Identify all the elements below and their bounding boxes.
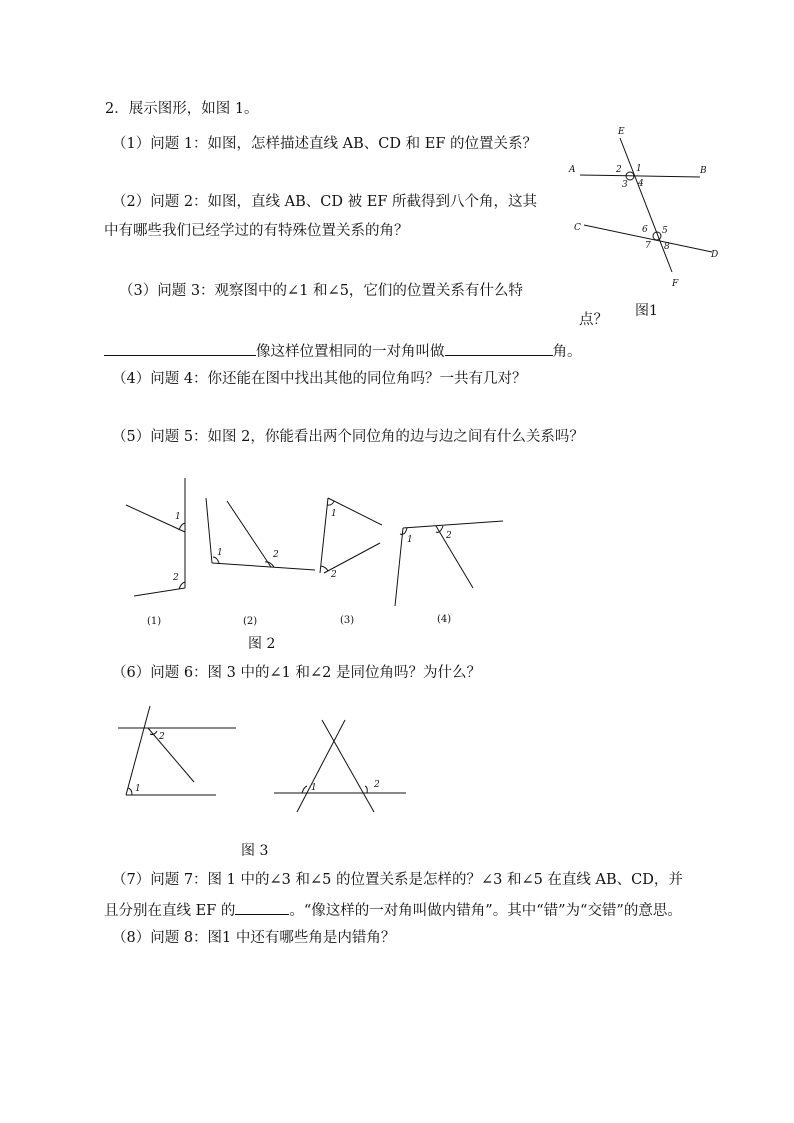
figure-2-sub-caption-4: (4) [437, 614, 452, 625]
figure-2 [118, 478, 518, 638]
question-2-line-2: 中有哪些我们已经学过的有特殊位置关系的角？ [104, 223, 409, 239]
line-ab [580, 175, 700, 177]
angle-8: 8 [664, 242, 670, 252]
question-7-line-1: （7）问题 7：图 1 中的∠3 和∠5 的位置关系是怎样的？∠3 和∠5 在直线 AB、CD，并 [112, 872, 683, 888]
question-7-line-2 [104, 900, 682, 920]
question-3-line-1: （3）问题 3：观察图中的∠1 和∠5，它们的位置关系有什么特 [119, 283, 523, 299]
figure-2-panel-4 [395, 521, 503, 606]
svg-text:1: 1 [135, 784, 141, 794]
question-8: （8）问题 8：图1 中还有哪些角是内错角？ [112, 930, 396, 946]
svg-text:2: 2 [331, 570, 337, 580]
question-3-tail: 点？ [579, 312, 608, 328]
figure-2-sub-caption-2: (2) [243, 616, 258, 627]
angle-6: 6 [642, 225, 648, 235]
label-e: E [618, 127, 625, 137]
angle-1: 1 [636, 164, 642, 174]
angle-4: 4 [638, 179, 644, 189]
svg-text:2: 2 [159, 732, 165, 742]
question-2-line-1: （2）问题 2：如图，直线 AB、CD 被 EF 所截得到八个角，这其 [112, 194, 537, 210]
answer-blank-1[interactable] [104, 341, 256, 356]
figure-3-caption: 图 3 [241, 843, 269, 859]
svg-text:2: 2 [446, 531, 452, 541]
figure-2-panel-1 [126, 478, 185, 596]
question-1: （1）问题 1：如图，怎样描述直线 AB、CD 和 EF 的位置关系？ [112, 136, 537, 152]
svg-text:2: 2 [374, 780, 380, 790]
question-6: （6）问题 6：图 3 中的∠1 和∠2 是同位角吗？为什么？ [112, 665, 481, 681]
question-4: （4）问题 4：你还能在图中找出其他的同位角吗？一共有几对？ [112, 371, 527, 387]
label-c: C [574, 223, 581, 233]
angle-7: 7 [645, 241, 651, 251]
question-5: （5）问题 5：如图 2，你能看出两个同位角的边与边之间有什么关系吗？ [112, 429, 584, 445]
answer-blank-2[interactable] [445, 341, 553, 356]
section-heading: 2．展示图形，如图 1。 [105, 101, 259, 117]
figure-2-sub-caption-1: (1) [147, 616, 162, 627]
figure-3-right [274, 720, 406, 812]
figure-2-sub-caption-3: (3) [340, 615, 355, 626]
svg-text:1: 1 [331, 509, 337, 519]
angle-3: 3 [622, 180, 628, 190]
svg-text:1: 1 [311, 783, 317, 793]
figure-2-panel-3 [320, 498, 382, 580]
question-7-line-2-b: 。“像这样的一对角叫做内错角”。其中“错”为“交错”的意思。 [289, 903, 682, 919]
question-3-fill-middle: 像这样位置相同的一对角叫做 [256, 344, 445, 360]
question-7-line-2-a: 且分别在直线 EF 的 [104, 903, 236, 919]
svg-text:2: 2 [273, 550, 279, 560]
svg-text:1: 1 [175, 512, 181, 522]
label-b: B [700, 166, 707, 176]
figure-2-panel-2 [206, 498, 315, 570]
figure-1 [560, 120, 730, 320]
figure-2-caption: 图 2 [248, 636, 276, 652]
angle-5: 5 [662, 226, 668, 236]
question-3-fill-line [104, 341, 582, 361]
figure-1-caption: 图1 [635, 303, 658, 319]
figure-3 [112, 700, 412, 810]
svg-text:1: 1 [217, 548, 223, 558]
label-d: D [711, 250, 719, 260]
angle-2: 2 [616, 165, 622, 175]
figure-3-left [118, 706, 236, 795]
svg-text:2: 2 [173, 573, 179, 583]
svg-text:1: 1 [407, 535, 413, 545]
answer-blank-3[interactable] [235, 900, 289, 915]
question-3-fill-end: 角。 [552, 344, 582, 360]
label-a: A [569, 165, 576, 175]
label-f: F [672, 279, 679, 289]
